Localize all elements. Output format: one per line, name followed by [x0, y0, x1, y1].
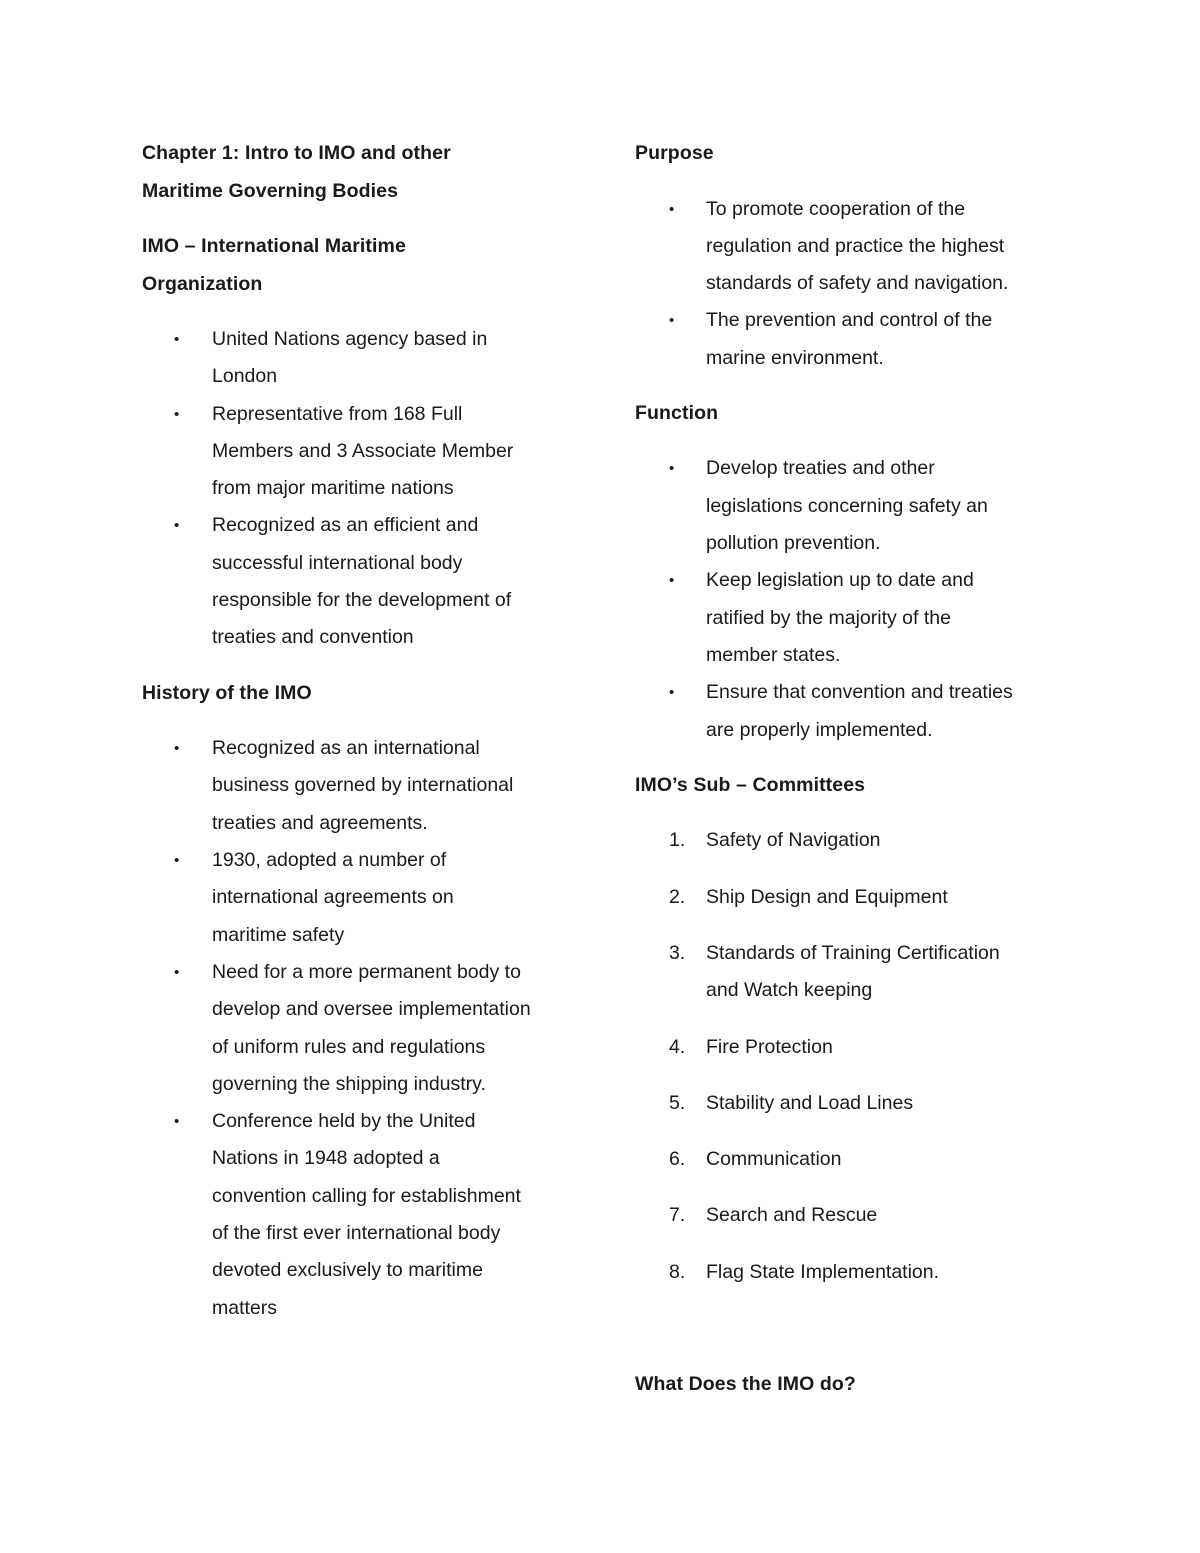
list-item-line: are properly implemented. [706, 718, 933, 741]
imo-heading-line: IMO – International Maritime [142, 235, 406, 257]
list-item-line: 1930, adopted a number of [212, 849, 447, 872]
numbered-list-item [635, 1085, 1065, 1122]
list-item-line: treaties and convention [212, 626, 414, 649]
right-column [635, 135, 1065, 1404]
list-item-line: Recognized as an international [212, 737, 480, 760]
list-number: 5. [669, 1091, 686, 1114]
imo-bullet-list [142, 321, 582, 657]
list-item-line: member states. [706, 643, 841, 666]
list-item-line: governing the shipping industry. [212, 1072, 486, 1095]
list-item-line: maritime safety [212, 923, 345, 946]
bullet-icon: • [669, 460, 675, 478]
purpose-heading: Purpose [635, 142, 714, 164]
chapter-title-line: Maritime Governing Bodies [142, 179, 399, 202]
list-item-line: Need for a more permanent body to [212, 960, 521, 983]
bullet-icon: • [669, 684, 675, 702]
bullet-icon: • [669, 200, 675, 218]
list-item-line: London [212, 365, 278, 388]
left-column [142, 135, 582, 1345]
list-item-line: matters [212, 1296, 278, 1319]
list-item-line: legislations concerning safety an [706, 494, 988, 517]
sub-committees-list [635, 822, 1065, 1291]
list-item-line: devoted exclusively to maritime [212, 1259, 483, 1282]
list-number: 6. [669, 1148, 686, 1171]
chapter-title [142, 135, 582, 210]
bullet-icon: • [174, 963, 180, 981]
list-item-line: business governed by international [212, 774, 514, 797]
bullet-list-item [142, 396, 582, 508]
list-item-line: Safety of Navigation [706, 829, 881, 852]
list-number: 8. [669, 1260, 686, 1283]
bullet-icon: • [669, 312, 675, 330]
function-section [635, 395, 1065, 749]
list-item-line: marine environment. [706, 346, 884, 369]
bullet-list-item [142, 1103, 582, 1327]
list-item-line: successful international body [212, 551, 463, 574]
imo-section [142, 228, 582, 657]
list-item-line: Keep legislation up to date and [706, 569, 974, 592]
numbered-list-item [635, 879, 1065, 916]
bullet-icon: • [174, 517, 180, 535]
bullet-list-item [635, 191, 1065, 303]
numbered-list-item [635, 1141, 1065, 1178]
bullet-icon: • [174, 405, 180, 423]
list-number: 1. [669, 829, 686, 852]
list-item-line: The prevention and control of the [706, 309, 993, 332]
list-item-line: pollution prevention. [706, 532, 881, 555]
chapter-title-line: Chapter 1: Intro to IMO and other [142, 142, 451, 164]
list-item-line: regulation and practice the highest [706, 234, 1005, 257]
bullet-list-item [142, 954, 582, 1103]
list-item-line: of uniform rules and regulations [212, 1035, 486, 1058]
bullet-icon: • [174, 1113, 180, 1131]
bullet-list-item [142, 507, 582, 656]
sub-committees-heading: IMO’s Sub – Committees [635, 773, 866, 796]
list-item-line: Standards of Training Certification [706, 941, 1000, 964]
bullet-list-item [142, 730, 582, 842]
list-item-line: ratified by the majority of the [706, 606, 951, 629]
list-item-line: Communication [706, 1148, 842, 1171]
bullet-list-item [142, 321, 582, 396]
numbered-list-item [635, 1029, 1065, 1066]
list-item-line: from major maritime nations [212, 477, 454, 500]
list-item-line: Fire Protection [706, 1035, 833, 1058]
bullet-icon: • [174, 331, 180, 348]
function-heading: Function [635, 401, 719, 424]
list-item-line: To promote cooperation of the [706, 197, 966, 220]
what-does-imo-do-heading: What Does the IMO do? [635, 1373, 856, 1396]
numbered-list-item [635, 1197, 1065, 1234]
bullet-list-item [635, 674, 1065, 749]
list-item-line: Stability and Load Lines [706, 1091, 914, 1114]
numbered-list-item [635, 1254, 1065, 1291]
list-item-line: standards of safety and navigation. [706, 272, 1009, 295]
list-item-line: United Nations agency based in [212, 328, 488, 350]
list-item-line: develop and oversee implementation [212, 998, 531, 1021]
list-number: 7. [669, 1204, 686, 1227]
list-item-line: and Watch keeping [706, 979, 873, 1002]
list-item-line: Develop treaties and other [706, 457, 935, 480]
list-item-line: treaties and agreements. [212, 811, 428, 834]
list-item-line: Ensure that convention and treaties [706, 681, 1013, 704]
list-number: 3. [669, 941, 686, 964]
list-item-line: Conference held by the United [212, 1110, 476, 1133]
numbered-list-item [635, 822, 1065, 859]
history-section [142, 675, 582, 1327]
list-item-line: of the first ever international body [212, 1222, 501, 1245]
list-item-line: Members and 3 Associate Member [212, 439, 514, 462]
list-number: 2. [669, 885, 686, 908]
purpose-bullet-list [635, 191, 1065, 377]
list-item-line: Nations in 1948 adopted a [212, 1147, 440, 1170]
bullet-list-item [142, 842, 582, 954]
history-heading: History of the IMO [142, 681, 312, 704]
sub-committees-section [635, 767, 1065, 1291]
list-item-line: Ship Design and Equipment [706, 885, 948, 908]
bullet-icon: • [174, 740, 180, 758]
numbered-list-item [635, 935, 1065, 1010]
history-bullet-list [142, 730, 582, 1327]
list-item-line: Representative from 168 Full [212, 402, 463, 425]
list-item-line: Search and Rescue [706, 1204, 878, 1227]
bullet-icon: • [174, 852, 180, 870]
list-item-line: responsible for the development of [212, 589, 512, 612]
bullet-list-item [635, 562, 1065, 674]
bullet-icon: • [669, 572, 675, 590]
list-number: 4. [669, 1035, 686, 1058]
function-bullet-list [635, 450, 1065, 748]
list-item-line: Recognized as an efficient and [212, 514, 479, 537]
list-item-line: international agreements on [212, 886, 454, 909]
purpose-section [635, 135, 1065, 377]
imo-heading-line: Organization [142, 272, 263, 295]
list-item-line: convention calling for establishment [212, 1184, 521, 1207]
bullet-list-item [635, 450, 1065, 562]
bullet-list-item [635, 302, 1065, 377]
list-item-line: Flag State Implementation. [706, 1260, 940, 1283]
